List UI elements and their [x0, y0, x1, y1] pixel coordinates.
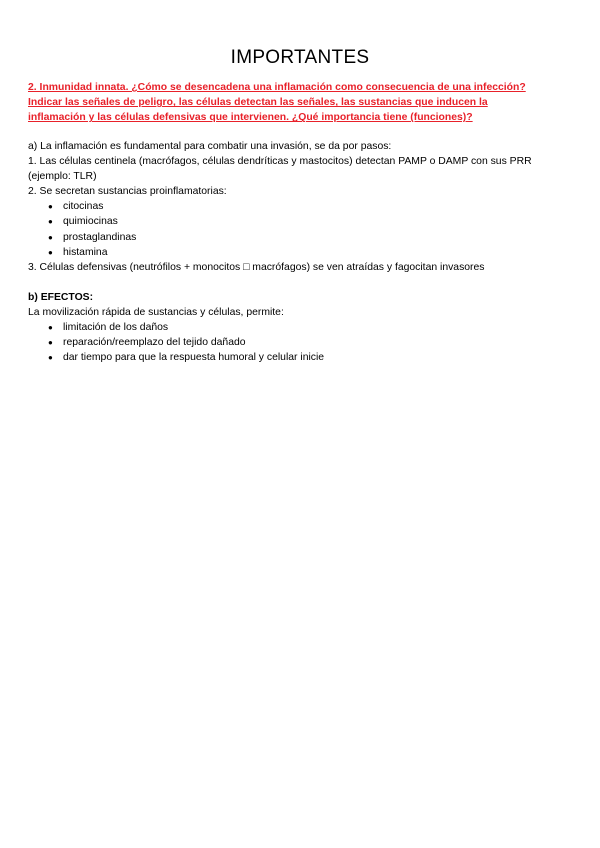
- list-item-text: citocinas: [63, 201, 104, 213]
- list-item-text: prostaglandinas: [63, 231, 137, 243]
- question-line: inflamación y las células defensivas que intervienen. ¿Qué importancia tiene (funciones)?: [28, 112, 473, 124]
- section-b-intro: La movilización rápida de sustancias y células, permite:: [28, 307, 284, 319]
- answer-body: [28, 139, 588, 365]
- bullet-icon: ●: [48, 338, 53, 348]
- list-item-substance: [28, 214, 588, 229]
- section-a-intro: a) La inflamación es fundamental para combatir una invasión, se da por pasos:: [28, 141, 392, 152]
- spacer: [28, 275, 588, 290]
- page-title: IMPORTANTES: [230, 47, 370, 68]
- list-item-effect: [28, 320, 588, 335]
- step-2: 2. Se secretan sustancias proinflamatorias:: [28, 186, 227, 198]
- list-item-substance: [28, 230, 588, 245]
- step-1-line-2: (ejemplo: TLR): [28, 171, 97, 183]
- question-line: 2. Inmunidad innata. ¿Cómo se desencadena una inflamación como consecuencia de una infección?: [28, 82, 526, 93]
- list-item-text: dar tiempo para que la respuesta humoral y celular inicie: [63, 352, 325, 364]
- step-1-line-1: 1. Las células centinela (macrófagos, células dendríticas y mastocitos) detectan PAMP o DAMP con sus PRR: [28, 156, 532, 168]
- list-item-substance: [28, 245, 588, 260]
- step-3: 3. Células defensivas (neutrófilos + monocitos □ macrófagos) se ven atraídas y fagocitan invasores: [28, 261, 485, 273]
- question-heading: [28, 80, 576, 126]
- list-item-text: quimiocinas: [63, 216, 118, 228]
- list-item-text: histamina: [63, 246, 108, 258]
- question-line: Indicar las señales de peligro, las células detectan las señales, las sustancias que inducen la: [28, 97, 488, 109]
- bullet-icon: ●: [48, 217, 53, 227]
- list-item-substance: [28, 199, 588, 214]
- bullet-icon: ●: [48, 323, 53, 333]
- bullet-icon: ●: [48, 232, 53, 242]
- list-item-effect: [28, 335, 588, 350]
- list-item-text: reparación/reemplazo del tejido dañado: [63, 337, 246, 349]
- list-item-effect: [28, 350, 588, 365]
- section-b-heading: b) EFECTOS:: [28, 291, 94, 303]
- bullet-icon: ●: [48, 202, 53, 212]
- bullet-icon: ●: [48, 247, 53, 257]
- list-item-text: limitación de los daños: [63, 322, 169, 334]
- bullet-icon: ●: [48, 353, 53, 363]
